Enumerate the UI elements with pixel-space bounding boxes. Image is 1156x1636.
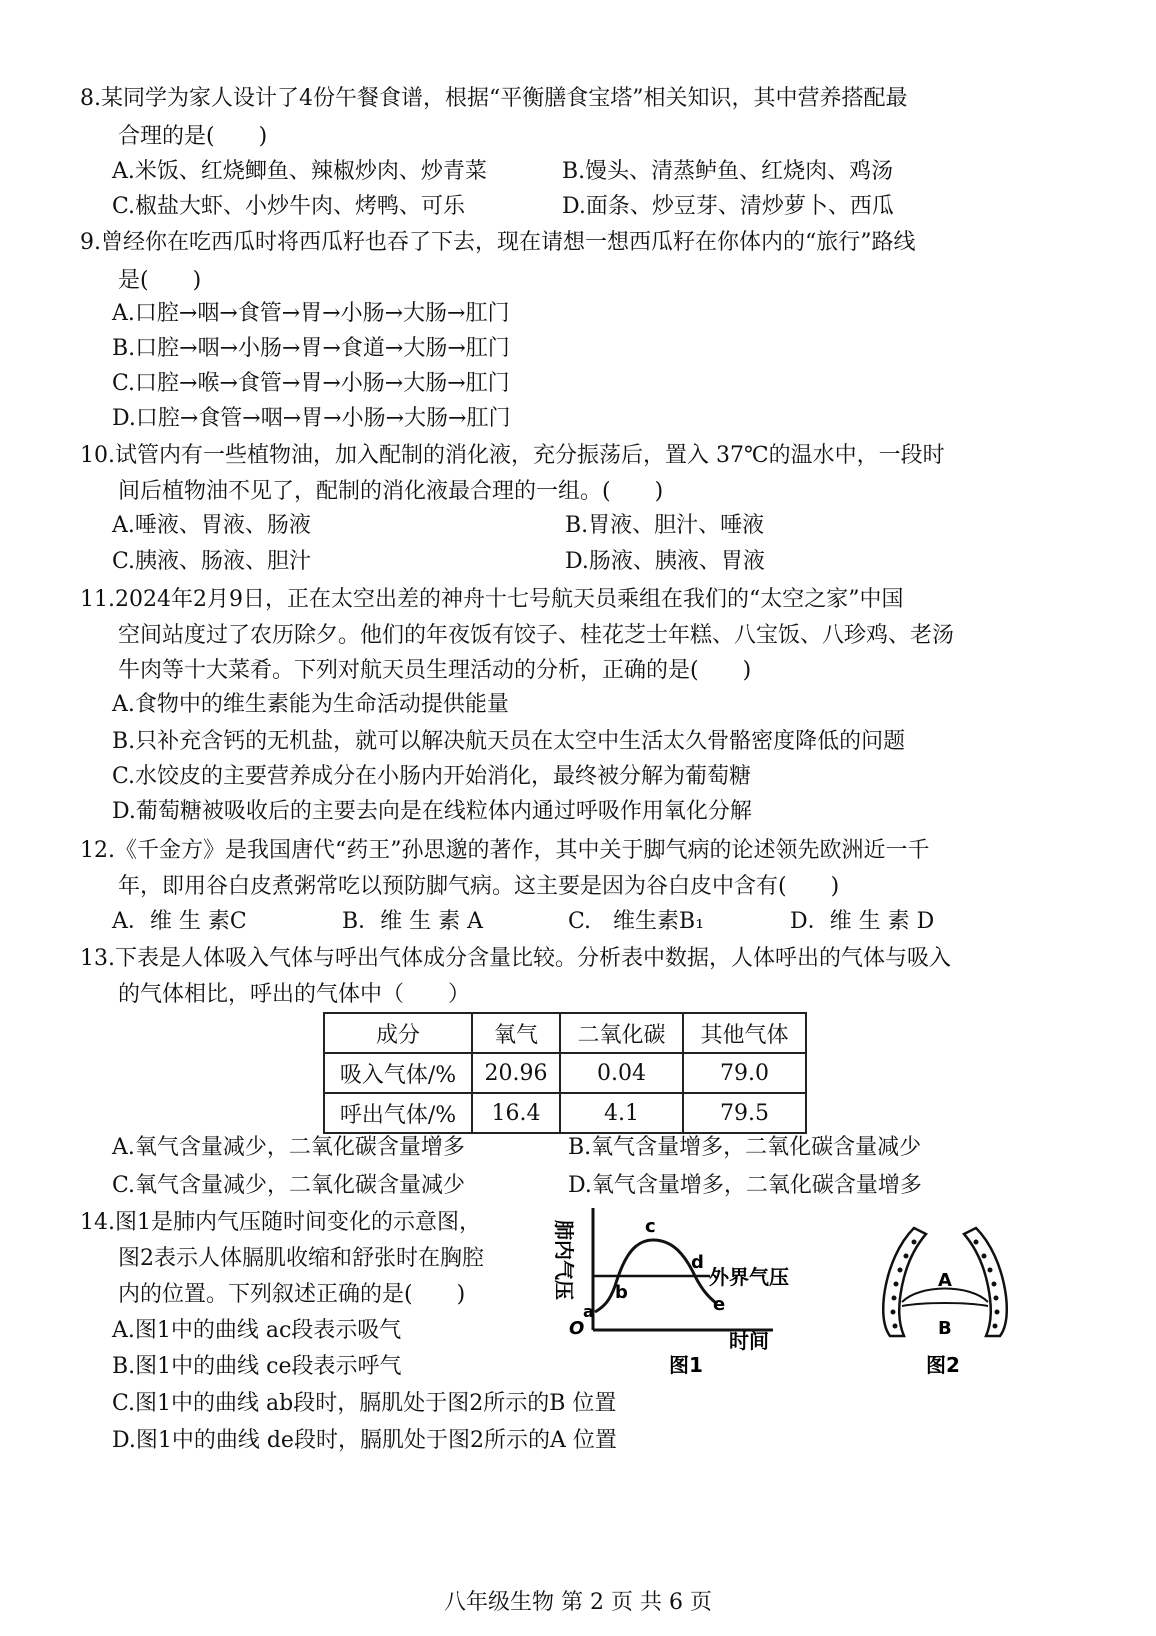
origin-label: O [569, 1318, 585, 1339]
table-header-row [324, 1013, 806, 1053]
q11-stem-line1: 11.2024年2月9日，正在太空出差的神舟十七号航天员乘组在我们的“太空之家”中国 [80, 587, 904, 612]
q10-option-c: C.胰液、肠液、胆汁 [112, 549, 312, 574]
figure-2-caption: 图2 [926, 1353, 960, 1377]
q14-option-c: C.图1中的曲线 ab段时，膈肌处于图2所示的B 位置 [112, 1391, 617, 1416]
table-cell: 0.04 [560, 1053, 683, 1093]
q11-option-a: A.食物中的维生素能为生命活动提供能量 [112, 692, 509, 717]
q8-stem-line2: 合理的是( ) [118, 124, 268, 149]
q12-option-c: C. 维生素B₁ [568, 909, 705, 934]
left-ribcage-shape [883, 1228, 926, 1336]
q10-stem-line1: 10.试管内有一些植物油，加入配制的消化液，充分振荡后，置入 37℃的温水中，一段时 [80, 443, 945, 468]
q9-option-d: D.口腔→食管→咽→胃→小肠→大肠→肛门 [112, 406, 511, 431]
q11-stem-line3: 牛肉等十大菜肴。下列对航天员生理活动的分析，正确的是( ) [118, 658, 752, 683]
table-row [324, 1053, 806, 1093]
q12-option-d: D．维 生 素 D [790, 909, 935, 934]
q8-option-b: B.馒头、清蒸鲈鱼、红烧肉、鸡汤 [562, 159, 894, 184]
q9-option-b: B.口腔→咽→小肠→胃→食道→大肠→肛门 [112, 336, 510, 361]
q9-stem-line2: 是( ) [118, 268, 202, 293]
figure-1-caption: 图1 [669, 1353, 703, 1377]
gas-composition-table [323, 1012, 807, 1134]
table-header-cell: 其他气体 [683, 1013, 806, 1053]
table-row [324, 1093, 806, 1133]
q12-option-a: A．维 生 素C [112, 909, 247, 934]
q10-option-b: B.胃液、胆汁、唾液 [565, 513, 765, 538]
q10-stem-line2: 间后植物油不见了，配制的消化液最合理的一组。( ) [118, 479, 664, 504]
table-cell: 79.0 [683, 1053, 806, 1093]
q9-option-a: A.口腔→咽→食管→胃→小肠→大肠→肛门 [112, 301, 510, 326]
q10-option-d: D.肠液、胰液、胃液 [565, 549, 765, 574]
q9-option-c: C.口腔→喉→食管→胃→小肠→大肠→肛门 [112, 371, 510, 396]
label-b: B [938, 1318, 952, 1339]
q13-stem-line2: 的气体相比，呼出的气体中（ ） [118, 982, 471, 1007]
page-footer: 八年级生物 第 2 页 共 6 页 [444, 1590, 712, 1615]
q8-option-a: A.米饭、红烧鲫鱼、辣椒炒肉、炒青菜 [112, 159, 487, 184]
point-b-label: b [615, 1282, 628, 1303]
x-axis-label: 时间 [729, 1329, 769, 1353]
q8-stem-line1: 8.某同学为家人设计了4份午餐食谱，根据“平衡膳食宝塔”相关知识，其中营养搭配最 [80, 86, 908, 111]
q14-option-a: A.图1中的曲线 ac段表示吸气 [112, 1318, 402, 1343]
point-a-label: a [583, 1302, 594, 1321]
table-header-cell: 二氧化碳 [560, 1013, 683, 1053]
q11-option-c: C.水饺皮的主要营养成分在小肠内开始消化，最终被分解为葡萄糖 [112, 764, 752, 789]
q11-option-b: B.只补充含钙的无机盐，就可以解决航天员在太空中生活太久骨骼密度降低的问题 [112, 729, 906, 754]
table-cell: 吸入气体/% [324, 1053, 472, 1093]
point-c-label: c [645, 1216, 656, 1237]
label-a: A [938, 1270, 952, 1291]
q12-stem-line1: 12.《千金方》是我国唐代“药王”孙思邈的著作，其中关于脚气病的论述领先欧洲近一千 [80, 838, 930, 863]
q14-stem-line3: 内的位置。下列叙述正确的是( ) [118, 1282, 466, 1307]
y-axis-label: 肺内气压 [552, 1220, 576, 1300]
q14-stem-line2: 图2表示人体膈肌收缩和舒张时在胸腔 [118, 1246, 484, 1271]
q11-stem-line2: 空间站度过了农历除夕。他们的年夜饭有饺子、桂花芝士年糕、八宝饭、八珍鸡、老汤 [118, 623, 955, 648]
q10-option-a: A.唾液、胃液、肠液 [112, 513, 311, 538]
right-ribcage-shape [964, 1228, 1007, 1336]
q13-option-d: D.氧气含量增多，二氧化碳含量增多 [568, 1173, 922, 1198]
table-header-cell: 成分 [324, 1013, 472, 1053]
q13-option-c: C.氧气含量减少，二氧化碳含量减少 [112, 1173, 466, 1198]
q14-stem-line1: 14.图1是肺内气压随时间变化的示意图， [80, 1210, 481, 1235]
q8-option-c: C.椒盐大虾、小炒牛肉、烤鸭、可乐 [112, 194, 466, 219]
figure-2-diaphragm-diagram [870, 1206, 1020, 1381]
point-e-label: e [713, 1294, 726, 1315]
q13-option-a: A.氧气含量减少，二氧化碳含量增多 [112, 1135, 465, 1160]
table-cell: 79.5 [683, 1093, 806, 1133]
q11-option-d: D.葡萄糖被吸收后的主要去向是在线粒体内通过呼吸作用氧化分解 [112, 799, 752, 824]
q12-stem-line2: 年，即用谷白皮煮粥常吃以预防脚气病。这主要是因为谷白皮中含有( ) [118, 874, 840, 899]
table-cell: 20.96 [472, 1053, 560, 1093]
q9-stem-line1: 9.曾经你在吃西瓜时将西瓜籽也吞了下去，现在请想一想西瓜籽在你体内的“旅行”路线 [80, 230, 916, 255]
table-header-cell: 氧气 [472, 1013, 560, 1053]
table-cell: 16.4 [472, 1093, 560, 1133]
table-cell: 4.1 [560, 1093, 683, 1133]
point-d-label: d [691, 1252, 704, 1273]
diaphragm-position-b [902, 1303, 988, 1306]
q14-option-b: B.图1中的曲线 ce段表示呼气 [112, 1354, 402, 1379]
figure-1-pressure-graph [545, 1200, 815, 1380]
q13-stem-line1: 13.下表是人体吸入气体与呼出气体成分含量比较。分析表中数据，人体呼出的气体与吸入 [80, 946, 951, 971]
baseline-label: 外界气压 [709, 1265, 789, 1289]
q14-option-d: D.图1中的曲线 de段时，膈肌处于图2所示的A 位置 [112, 1428, 617, 1453]
q12-option-b: B．维 生 素 A [342, 909, 484, 934]
table-cell: 呼出气体/% [324, 1093, 472, 1133]
q13-option-b: B.氧气含量增多，二氧化碳含量减少 [568, 1135, 922, 1160]
q8-option-d: D.面条、炒豆芽、清炒萝卜、西瓜 [562, 194, 894, 219]
